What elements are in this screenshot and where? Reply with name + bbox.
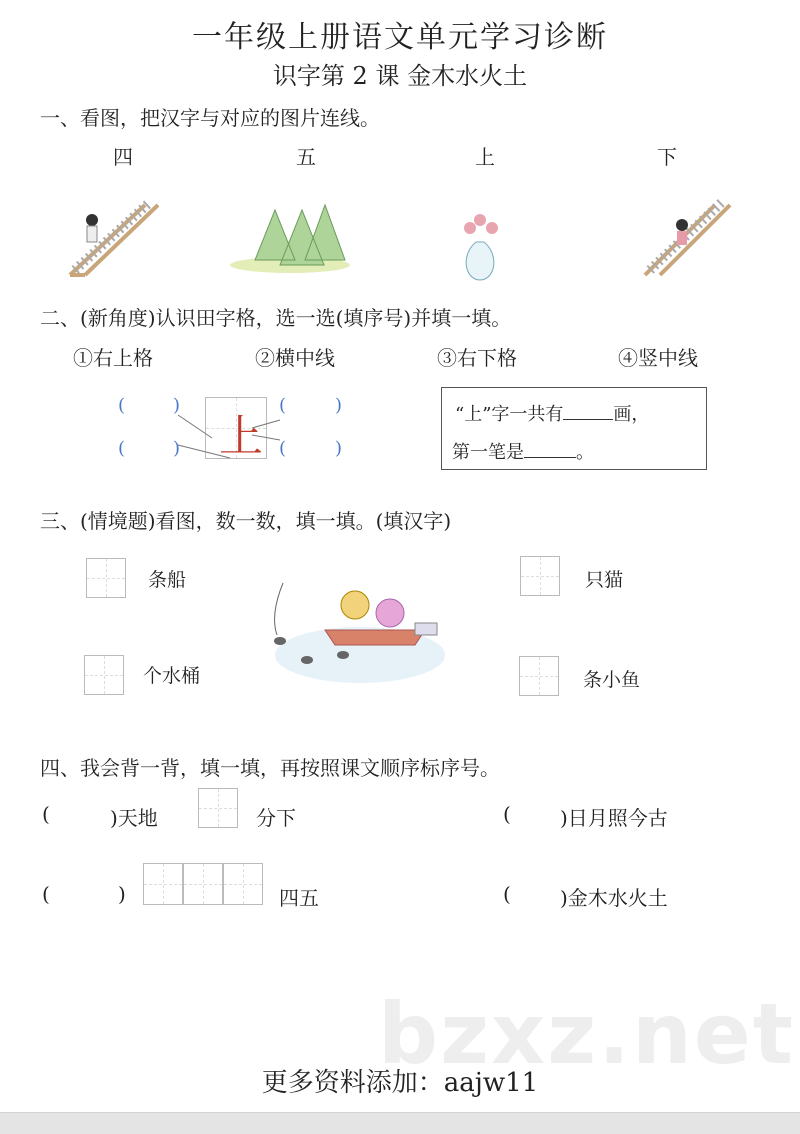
blank-bracket-open[interactable]: ( <box>279 438 287 459</box>
stroke-count-question <box>455 400 649 426</box>
label-fish: 条小鱼 <box>583 669 641 691</box>
answer-grid-cats[interactable] <box>520 556 560 596</box>
label-cats: 只猫 <box>585 569 624 591</box>
stroke-count-blank[interactable] <box>563 419 613 420</box>
section2-heading: 二、(新角度)认识田字格，选一选(填序号)并填一填。 <box>40 306 512 330</box>
line3-text: )日月照今古 <box>560 806 668 830</box>
section4-heading: 四、我会背一背，填一填，再按照课文顺序标序号。 <box>40 756 500 780</box>
blank-bracket-close: ) <box>335 438 343 459</box>
answer-grid-buckets[interactable] <box>84 655 124 695</box>
grid-character: 上 <box>219 411 263 462</box>
line2-text: 四五 <box>279 886 319 910</box>
blank-bracket-open[interactable]: ( <box>118 395 126 416</box>
section1-heading: 一、看图，把汉字与对应的图片连线。 <box>40 106 380 130</box>
order-paren-open[interactable]: ( <box>42 882 50 906</box>
line4-text: )金木水火土 <box>560 886 668 910</box>
vase-picture <box>464 214 498 280</box>
order-paren-open[interactable]: ( <box>42 802 50 826</box>
blank-bracket-open[interactable]: ( <box>279 395 287 416</box>
page-subtitle: 识字第 2 课 金木水火土 <box>272 62 528 90</box>
char-shang: 上 <box>475 145 495 169</box>
label-boats: 条船 <box>148 569 187 591</box>
watermark: bzxz.net <box>378 985 795 1083</box>
option-3: ③右下格 <box>437 346 517 370</box>
q-text-end: 。 <box>576 442 594 463</box>
answer-grid-line2-1[interactable] <box>143 863 183 905</box>
blank-bracket-close: ) <box>335 395 343 416</box>
order-paren-close: ) <box>118 882 126 906</box>
section3-heading: 三、(情境题)看图，数一数，填一填。(填汉字) <box>40 509 452 533</box>
blank-bracket-close: ) <box>173 395 181 416</box>
option-4: ④竖中线 <box>618 346 698 370</box>
char-wu: 五 <box>296 145 316 169</box>
bottom-bar <box>0 1112 800 1134</box>
section1-pictures <box>40 180 760 290</box>
answer-grid-boats[interactable] <box>86 558 126 598</box>
answer-grid-line2-3[interactable] <box>223 863 263 905</box>
line1-text: )天地 <box>110 806 158 830</box>
option-1: ①右上格 <box>73 346 153 370</box>
answer-grid-fish[interactable] <box>519 656 559 696</box>
q-text: 第一笔是 <box>452 442 524 463</box>
order-paren-open[interactable]: ( <box>503 802 511 826</box>
footer-contact: 更多资料添加：aajw11 <box>261 1068 539 1098</box>
answer-grid-line1[interactable] <box>198 788 238 828</box>
stairs-up-picture <box>70 202 158 275</box>
answer-grid-line2-2[interactable] <box>183 863 223 905</box>
blank-bracket-close: ) <box>173 438 181 459</box>
stairs-down-picture <box>645 202 730 275</box>
cats-fishing-picture <box>265 575 445 690</box>
char-si: 四 <box>113 145 133 169</box>
char-xia: 下 <box>657 145 677 169</box>
q-text-end: 画， <box>613 404 650 425</box>
blank-bracket-open[interactable]: ( <box>118 438 126 459</box>
trees-picture <box>230 205 350 273</box>
line1-text-end: 分下 <box>256 806 296 830</box>
order-paren-open[interactable]: ( <box>503 882 511 906</box>
q-text: “上”字一共有 <box>455 404 564 425</box>
option-2: ②横中线 <box>255 346 335 370</box>
first-stroke-blank[interactable] <box>524 457 576 458</box>
first-stroke-question <box>452 438 594 464</box>
page-title: 一年级上册语文单元学习诊断 <box>192 20 608 55</box>
label-buckets: 个水桶 <box>143 665 201 687</box>
pointer-lines <box>175 400 285 470</box>
